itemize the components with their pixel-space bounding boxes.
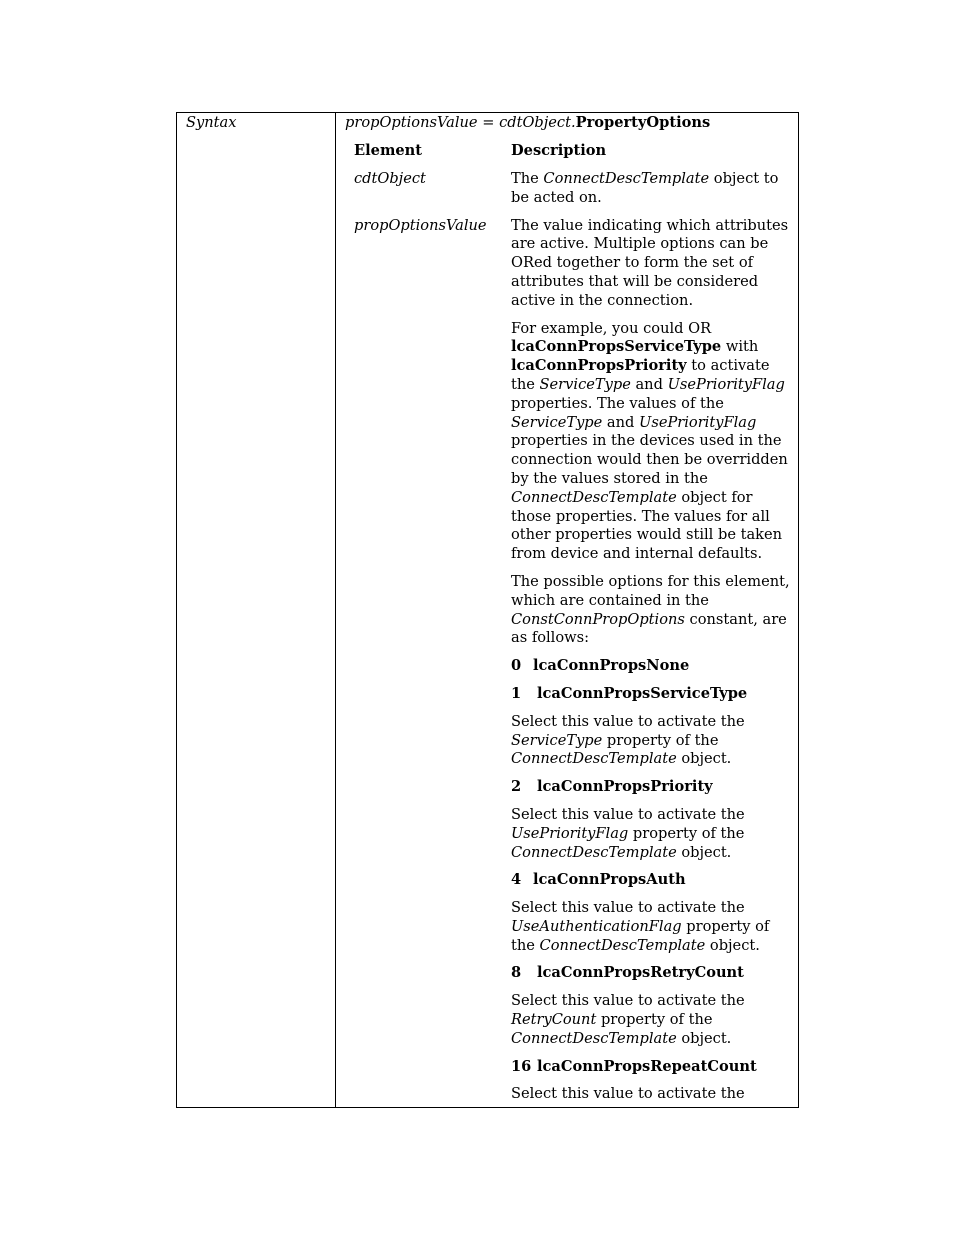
- propoptions-description-p3: The possible options for this element, which are contained in the ConstConnPropOptions constant, are as follows:: [511, 572, 790, 647]
- element-cdtobject: cdtObject: [354, 170, 426, 187]
- option-1-description: Select this value to activate the ServiceType property of the ConnectDescTemplate object.: [511, 712, 745, 768]
- option-4-description: Select this value to activate the UseAuthenticationFlag property of the ConnectDescTemplate object.: [511, 899, 770, 954]
- propoptions-description-p2: For example, you could OR lcaConnPropsServiceType with lcaConnPropsPriority to activate the ServiceType and UsePriorityFlag properties. The values of the ServiceType and UsePriorityFlag properties in the devices used in the connection would then be overridden by the values stored in the ConnectDescTemplate object for those properties. The values for all other properties would still be taken from device and internal defaults.: [511, 319, 788, 563]
- syntax-label: Syntax: [186, 114, 237, 131]
- option-2-heading: 2 lcaConnPropsPriority: [511, 778, 713, 796]
- element-header: Element: [354, 142, 423, 159]
- element-propoptionsvalue: propOptionsValue: [354, 217, 487, 234]
- description-header: Description: [511, 142, 607, 159]
- option-4-heading: 4 lcaConnPropsAuth: [511, 871, 686, 889]
- option-8-description: Select this value to activate the RetryCount property of the ConnectDescTemplate object.: [511, 992, 745, 1047]
- syntax-object: cdtObject.: [499, 114, 576, 131]
- option-0-heading: 0 lcaConnPropsNone: [511, 657, 690, 675]
- option-1-heading: 1 lcaConnPropsServiceType: [511, 684, 748, 702]
- cdtobject-description: The ConnectDescTemplate object to be acted on.: [511, 170, 779, 206]
- syntax-equals: =: [477, 114, 500, 131]
- syntax-statement: [345, 114, 710, 133]
- propoptions-description-p1: The value indicating which attributes are active. Multiple options can be ORed together to form the set of attributes that will be considered active in the connection.: [511, 216, 789, 309]
- syntax-property: PropertyOptions: [575, 114, 711, 131]
- syntax-lhs: propOptionsValue: [345, 114, 478, 131]
- option-2-description: Select this value to activate the UsePriorityFlag property of the ConnectDescTemplate object.: [511, 805, 745, 861]
- option-16-description: Select this value to activate the: [511, 1085, 745, 1103]
- column-divider: [335, 112, 336, 1108]
- option-8-heading: 8 lcaConnPropsRetryCount: [511, 964, 744, 982]
- description-column: [511, 170, 791, 1113]
- option-16-heading: 16 lcaConnPropsRepeatCount: [511, 1057, 757, 1075]
